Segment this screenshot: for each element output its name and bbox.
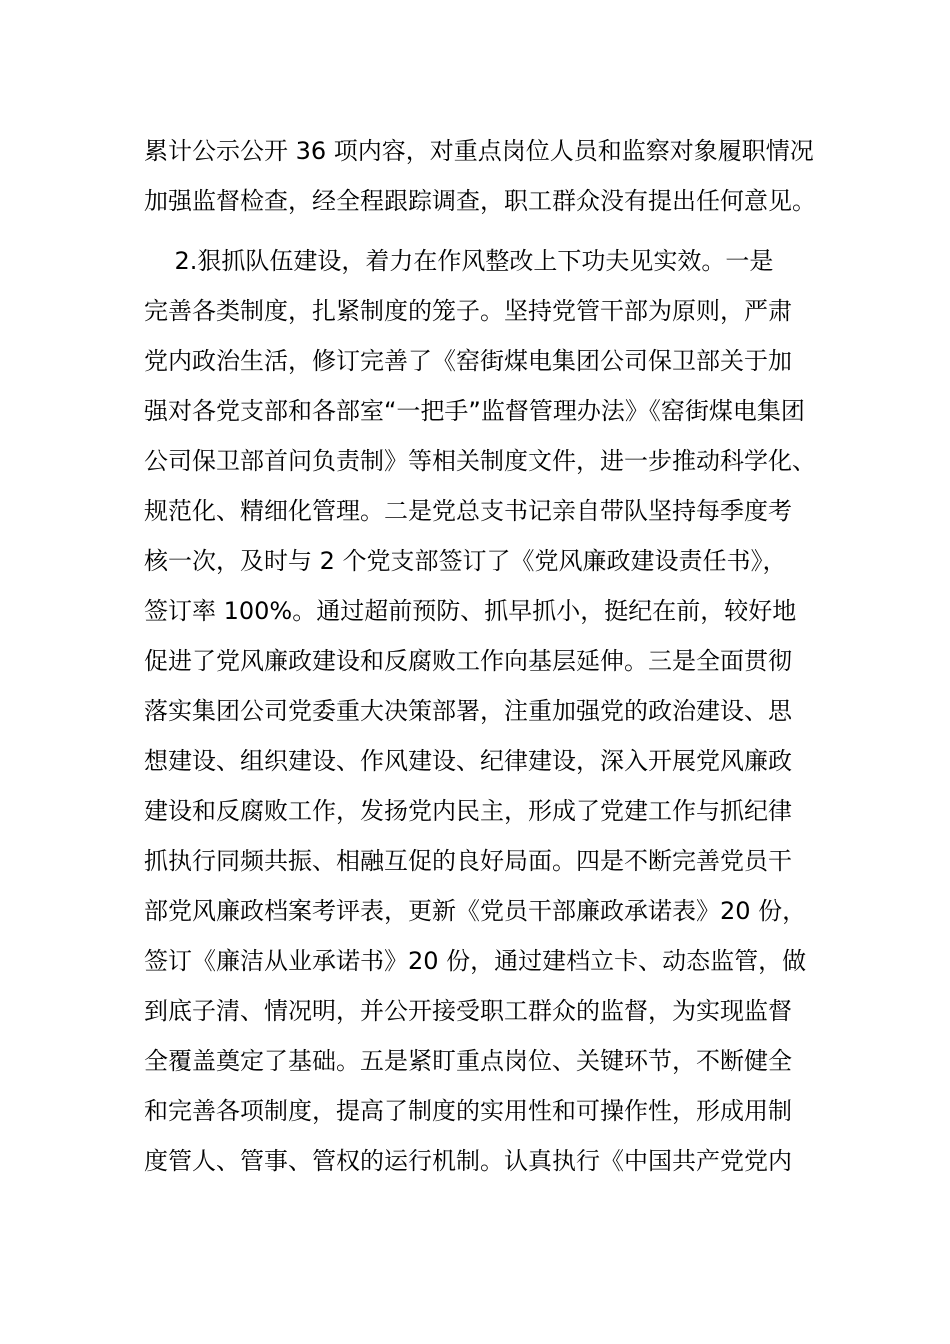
text-line: 全覆盖奠定了基础。五是紧盯重点岗位、关键环节，不断健全 xyxy=(144,1047,792,1075)
text-line: 促进了党风廉政建设和反腐败工作向基层延伸。三是全面贯彻 xyxy=(144,647,792,675)
text-line: 加强监督检查，经全程跟踪调查，职工群众没有提出任何意见。 xyxy=(144,187,816,215)
body-text xyxy=(144,126,824,1186)
paragraph-1 xyxy=(144,126,824,226)
text-line: 强对各党支部和各部室“一把手”监督管理办法》《窑街煤电集团 xyxy=(144,397,805,425)
text-line: 抓执行同频共振、相融互促的良好局面。四是不断完善党员干 xyxy=(144,847,792,875)
text-line: 想建设、组织建设、作风建设、纪律建设，深入开展党风廉政 xyxy=(144,747,792,775)
text-line: 签订《廉洁从业承诺书》20 份，通过建档立卡、动态监管，做 xyxy=(144,947,807,975)
text-line: 规范化、精细化管理。二是党总支书记亲自带队坚持每季度考 xyxy=(144,497,792,525)
text-line: 公司保卫部首问负责制》等相关制度文件，进一步推动科学化、 xyxy=(144,447,816,475)
text-line: 完善各类制度，扎紧制度的笼子。坚持党管干部为原则，严肃 xyxy=(144,297,792,325)
text-line: 党内政治生活，修订完善了《窑街煤电集团公司保卫部关于加 xyxy=(144,347,792,375)
text-line: 度管人、管事、管权的运行机制。认真执行《中国共产党党内 xyxy=(144,1147,792,1175)
text-line: 签订率 100%。通过超前预防、抓早抓小，挺纪在前，较好地 xyxy=(144,597,797,625)
paragraph-spacing xyxy=(144,226,824,236)
text-line: 建设和反腐败工作，发扬党内民主，形成了党建工作与抓纪律 xyxy=(144,797,792,825)
text-line: 到底子清、情况明，并公开接受职工群众的监督，为实现监督 xyxy=(144,997,792,1025)
text-line: 累计公示公开 36 项内容，对重点岗位人员和监察对象履职情况 xyxy=(144,137,814,165)
text-line: 落实集团公司党委重大决策部署，注重加强党的政治建设、思 xyxy=(144,697,792,725)
text-line: 核一次，及时与 2 个党支部签订了《党风廉政建设责任书》， xyxy=(144,547,787,575)
text-line: 部党风廉政档案考评表，更新《党员干部廉政承诺表》20 份， xyxy=(144,897,807,925)
text-line: 2.狠抓队伍建设，着力在作风整改上下功夫见实效。一是 xyxy=(144,247,774,275)
paragraph-2 xyxy=(144,236,824,1186)
text-line: 和完善各项制度，提高了制度的实用性和可操作性，形成用制 xyxy=(144,1097,792,1125)
